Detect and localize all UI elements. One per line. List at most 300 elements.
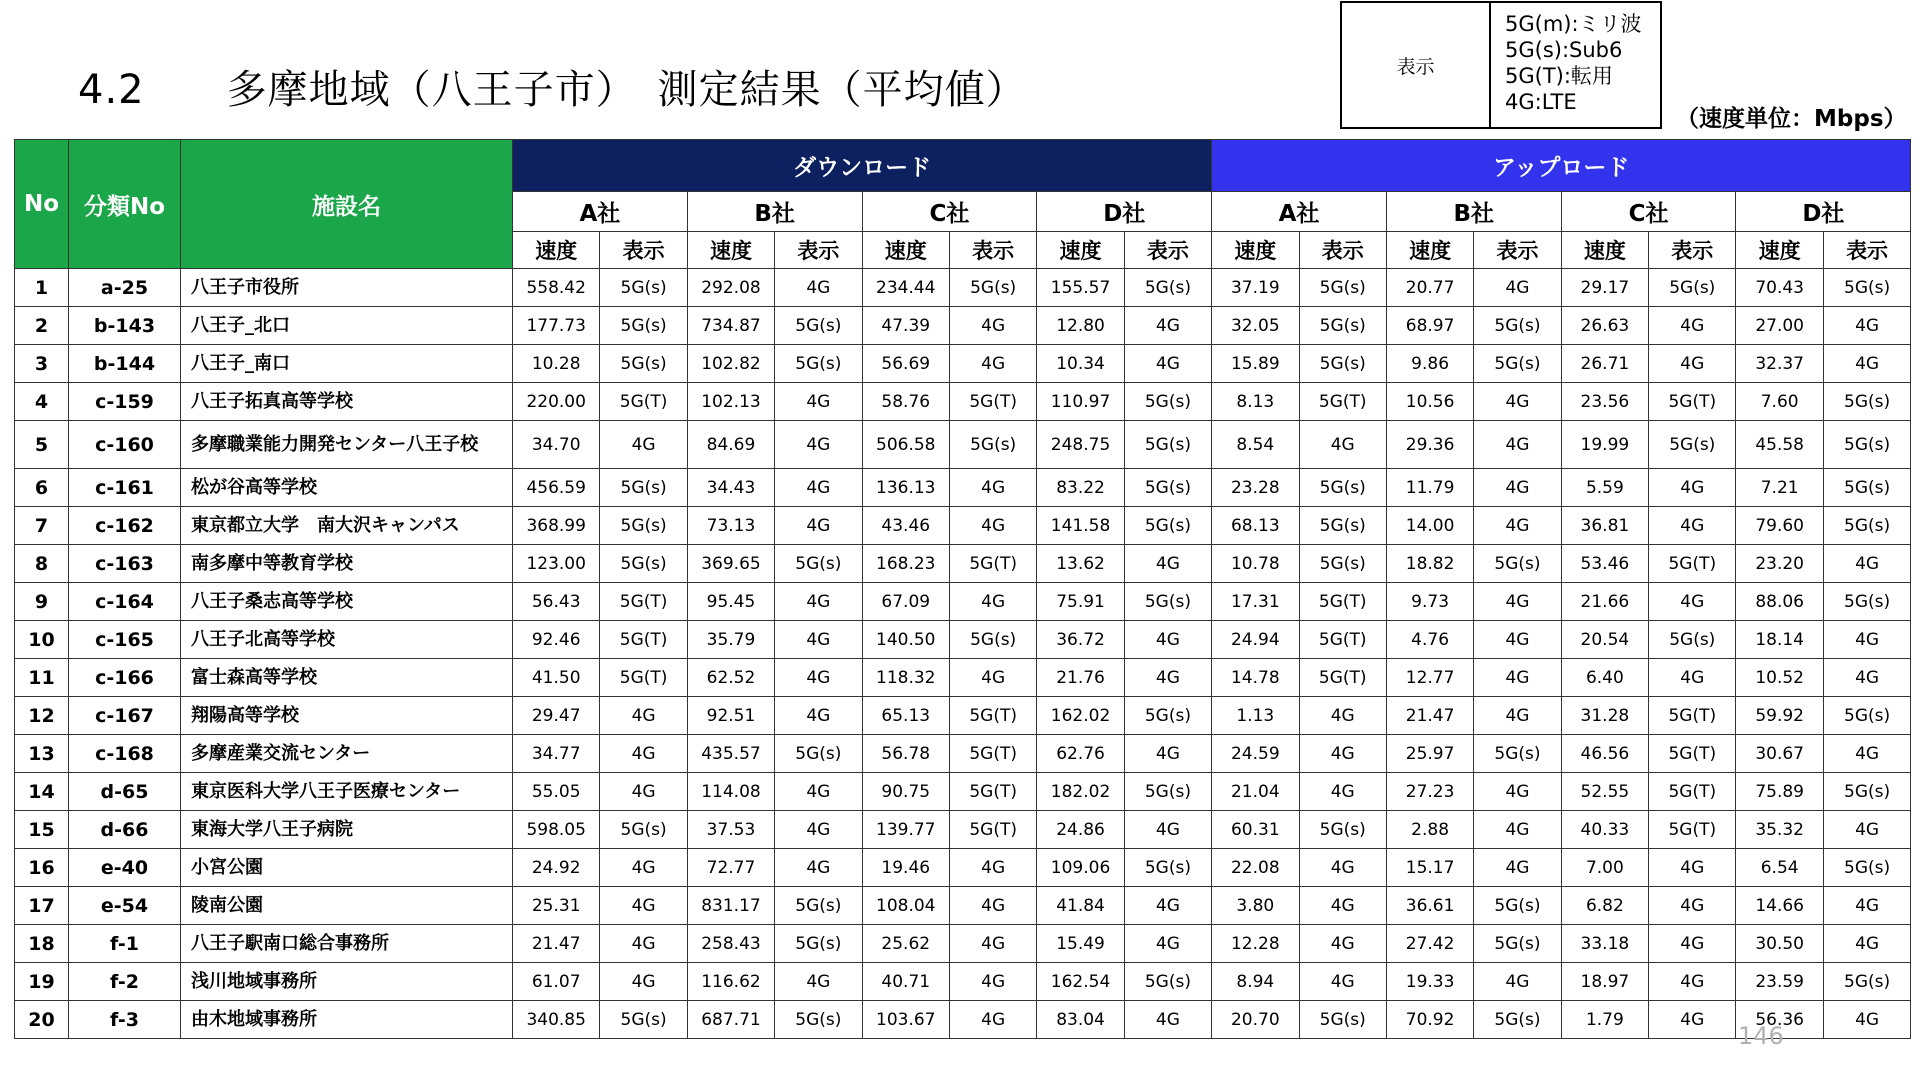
speed-cell: 162.02 (1037, 697, 1124, 735)
speed-cell: 10.52 (1736, 659, 1823, 697)
display-cell: 5G(s) (1124, 849, 1211, 887)
header-speed: 速度 (1037, 232, 1124, 269)
display-cell: 4G (1649, 1001, 1736, 1039)
speed-cell: 12.77 (1386, 659, 1473, 697)
speed-cell: 123.00 (513, 545, 600, 583)
header-company: B社 (687, 192, 862, 232)
speed-cell: 26.63 (1561, 307, 1648, 345)
header-speed: 速度 (1212, 232, 1299, 269)
speed-cell: 369.65 (687, 545, 774, 583)
table-row (15, 697, 1911, 735)
speed-cell: 14.66 (1736, 887, 1823, 925)
speed-cell: 27.23 (1386, 773, 1473, 811)
speed-cell: 34.43 (687, 469, 774, 507)
speed-cell: 9.73 (1386, 583, 1473, 621)
display-cell: 5G(s) (775, 887, 862, 925)
display-cell: 5G(T) (600, 383, 687, 421)
row-category: b-144 (69, 345, 181, 383)
table-row (15, 345, 1911, 383)
display-cell: 5G(s) (949, 269, 1036, 307)
header-company: A社 (513, 192, 688, 232)
row-no: 13 (15, 735, 69, 773)
display-cell: 5G(s) (600, 811, 687, 849)
display-cell: 5G(s) (775, 925, 862, 963)
speed-cell: 7.60 (1736, 383, 1823, 421)
display-cell: 5G(s) (1299, 469, 1386, 507)
display-cell: 4G (600, 697, 687, 735)
speed-cell: 19.33 (1386, 963, 1473, 1001)
speed-cell: 234.44 (862, 269, 949, 307)
speed-cell: 506.58 (862, 421, 949, 469)
speed-cell: 83.04 (1037, 1001, 1124, 1039)
row-no: 16 (15, 849, 69, 887)
row-no: 17 (15, 887, 69, 925)
speed-cell: 3.80 (1212, 887, 1299, 925)
display-cell: 5G(s) (1474, 307, 1561, 345)
table-row (15, 307, 1911, 345)
row-category: c-160 (69, 421, 181, 469)
display-cell: 4G (1474, 269, 1561, 307)
row-facility-name: 東京都立大学 南大沢キャンパス (181, 507, 513, 545)
display-cell: 4G (600, 421, 687, 469)
display-cell: 5G(s) (1823, 469, 1910, 507)
speed-cell: 56.78 (862, 735, 949, 773)
speed-cell: 139.77 (862, 811, 949, 849)
display-cell: 4G (600, 735, 687, 773)
display-cell: 4G (1823, 621, 1910, 659)
display-cell: 5G(s) (1474, 545, 1561, 583)
row-no: 15 (15, 811, 69, 849)
speed-cell: 72.77 (687, 849, 774, 887)
table-row (15, 383, 1911, 421)
table-row (15, 659, 1911, 697)
display-cell: 5G(T) (949, 383, 1036, 421)
speed-cell: 23.28 (1212, 469, 1299, 507)
speed-cell: 68.13 (1212, 507, 1299, 545)
speed-cell: 118.32 (862, 659, 949, 697)
row-category: c-159 (69, 383, 181, 421)
display-cell: 4G (949, 659, 1036, 697)
header-company: D社 (1736, 192, 1911, 232)
row-category: c-163 (69, 545, 181, 583)
speed-cell: 75.91 (1037, 583, 1124, 621)
display-cell: 5G(s) (1299, 307, 1386, 345)
display-cell: 4G (600, 887, 687, 925)
display-cell: 4G (1124, 811, 1211, 849)
display-cell: 5G(s) (600, 345, 687, 383)
display-cell: 5G(s) (1299, 811, 1386, 849)
speed-cell: 10.28 (513, 345, 600, 383)
header-company: C社 (1561, 192, 1736, 232)
display-cell: 4G (949, 849, 1036, 887)
row-facility-name: 東京医科大学八王子医療センター (181, 773, 513, 811)
speed-cell: 36.81 (1561, 507, 1648, 545)
display-cell: 4G (1299, 887, 1386, 925)
display-cell: 4G (1299, 925, 1386, 963)
table-row (15, 545, 1911, 583)
speed-cell: 9.86 (1386, 345, 1473, 383)
speed-cell: 30.67 (1736, 735, 1823, 773)
display-cell: 5G(s) (1474, 1001, 1561, 1039)
display-cell: 4G (1474, 583, 1561, 621)
display-cell: 5G(s) (600, 1001, 687, 1039)
speed-cell: 45.58 (1736, 421, 1823, 469)
speed-cell: 34.77 (513, 735, 600, 773)
speed-cell: 103.67 (862, 1001, 949, 1039)
legend-box (1340, 1, 1662, 129)
display-cell: 5G(T) (1649, 773, 1736, 811)
display-cell: 5G(s) (775, 345, 862, 383)
speed-cell: 4.76 (1386, 621, 1473, 659)
speed-cell: 75.89 (1736, 773, 1823, 811)
display-cell: 5G(T) (600, 621, 687, 659)
speed-cell: 73.13 (687, 507, 774, 545)
speed-cell: 6.40 (1561, 659, 1648, 697)
speed-cell: 21.47 (1386, 697, 1473, 735)
speed-cell: 8.13 (1212, 383, 1299, 421)
speed-cell: 32.05 (1212, 307, 1299, 345)
row-category: f-1 (69, 925, 181, 963)
display-cell: 5G(s) (1474, 735, 1561, 773)
header-speed: 速度 (513, 232, 600, 269)
display-cell: 5G(T) (1299, 659, 1386, 697)
display-cell: 4G (1124, 307, 1211, 345)
display-cell: 5G(T) (1649, 697, 1736, 735)
display-cell: 4G (1299, 735, 1386, 773)
speed-cell: 40.71 (862, 963, 949, 1001)
speed-cell: 24.94 (1212, 621, 1299, 659)
speed-cell: 21.47 (513, 925, 600, 963)
display-cell: 5G(s) (1649, 421, 1736, 469)
row-facility-name: 翔陽高等学校 (181, 697, 513, 735)
display-cell: 5G(s) (775, 545, 862, 583)
header-speed: 速度 (862, 232, 949, 269)
display-cell: 5G(T) (1299, 621, 1386, 659)
header-facility: 施設名 (181, 140, 513, 269)
table-row (15, 469, 1911, 507)
display-cell: 4G (1474, 383, 1561, 421)
display-cell: 4G (1823, 735, 1910, 773)
speed-cell: 19.46 (862, 849, 949, 887)
header-download: ダウンロード (513, 140, 1212, 192)
display-cell: 5G(s) (1124, 697, 1211, 735)
speed-cell: 162.54 (1037, 963, 1124, 1001)
display-cell: 4G (1649, 507, 1736, 545)
row-no: 9 (15, 583, 69, 621)
row-facility-name: 由木地域事務所 (181, 1001, 513, 1039)
speed-cell: 56.69 (862, 345, 949, 383)
table-row (15, 621, 1911, 659)
speed-cell: 22.08 (1212, 849, 1299, 887)
display-cell: 4G (600, 773, 687, 811)
display-cell: 4G (775, 773, 862, 811)
display-cell: 4G (775, 269, 862, 307)
speed-cell: 60.31 (1212, 811, 1299, 849)
row-facility-name: 南多摩中等教育学校 (181, 545, 513, 583)
row-facility-name: 松が谷高等学校 (181, 469, 513, 507)
header-display: 表示 (775, 232, 862, 269)
speed-cell: 14.78 (1212, 659, 1299, 697)
row-no: 6 (15, 469, 69, 507)
speed-cell: 109.06 (1037, 849, 1124, 887)
display-cell: 4G (1823, 345, 1910, 383)
speed-cell: 168.23 (862, 545, 949, 583)
speed-cell: 26.71 (1561, 345, 1648, 383)
speed-cell: 25.31 (513, 887, 600, 925)
header-display: 表示 (1823, 232, 1910, 269)
display-cell: 4G (1124, 621, 1211, 659)
display-cell: 4G (1124, 345, 1211, 383)
header-no: No (15, 140, 69, 269)
display-cell: 5G(s) (1124, 469, 1211, 507)
display-cell: 5G(s) (775, 307, 862, 345)
row-facility-name: 陵南公園 (181, 887, 513, 925)
display-cell: 5G(s) (1823, 849, 1910, 887)
speed-cell: 18.82 (1386, 545, 1473, 583)
display-cell: 5G(s) (1124, 421, 1211, 469)
display-cell: 4G (1823, 545, 1910, 583)
speed-cell: 33.18 (1561, 925, 1648, 963)
legend-line: 4G:LTE (1505, 90, 1577, 114)
row-facility-name: 多摩産業交流センター (181, 735, 513, 773)
speed-cell: 34.70 (513, 421, 600, 469)
display-cell: 4G (1474, 811, 1561, 849)
speed-cell: 456.59 (513, 469, 600, 507)
display-cell: 5G(s) (1299, 269, 1386, 307)
row-facility-name: 八王子桑志高等学校 (181, 583, 513, 621)
speed-cell: 61.07 (513, 963, 600, 1001)
display-cell: 5G(s) (1649, 621, 1736, 659)
display-cell: 4G (775, 697, 862, 735)
display-cell: 5G(s) (1299, 545, 1386, 583)
display-cell: 4G (1474, 469, 1561, 507)
row-no: 18 (15, 925, 69, 963)
row-category: c-162 (69, 507, 181, 545)
row-facility-name: 多摩職業能力開発センター八王子校 (181, 421, 513, 469)
display-cell: 5G(s) (600, 507, 687, 545)
row-no: 14 (15, 773, 69, 811)
display-cell: 4G (949, 925, 1036, 963)
table-row (15, 773, 1911, 811)
speed-cell: 368.99 (513, 507, 600, 545)
speed-cell: 41.50 (513, 659, 600, 697)
display-cell: 5G(T) (1649, 383, 1736, 421)
speed-cell: 40.33 (1561, 811, 1648, 849)
speed-cell: 182.02 (1037, 773, 1124, 811)
table-row (15, 963, 1911, 1001)
speed-cell: 70.92 (1386, 1001, 1473, 1039)
speed-cell: 110.97 (1037, 383, 1124, 421)
speed-cell: 10.56 (1386, 383, 1473, 421)
speed-cell: 248.75 (1037, 421, 1124, 469)
display-cell: 4G (1474, 773, 1561, 811)
speed-cell: 6.54 (1736, 849, 1823, 887)
speed-cell: 25.62 (862, 925, 949, 963)
table-body (15, 269, 1911, 1039)
speed-cell: 20.70 (1212, 1001, 1299, 1039)
speed-cell: 27.00 (1736, 307, 1823, 345)
display-cell: 4G (1299, 421, 1386, 469)
table-row (15, 849, 1911, 887)
display-cell: 5G(T) (1649, 735, 1736, 773)
row-category: f-3 (69, 1001, 181, 1039)
header-speed: 速度 (687, 232, 774, 269)
display-cell: 4G (775, 383, 862, 421)
row-facility-name: 八王子_北口 (181, 307, 513, 345)
display-cell: 4G (1474, 963, 1561, 1001)
display-cell: 5G(s) (775, 735, 862, 773)
table-row (15, 507, 1911, 545)
speed-cell: 141.58 (1037, 507, 1124, 545)
display-cell: 4G (600, 849, 687, 887)
display-cell: 4G (949, 963, 1036, 1001)
row-facility-name: 小宮公園 (181, 849, 513, 887)
speed-cell: 15.49 (1037, 925, 1124, 963)
speed-cell: 29.17 (1561, 269, 1648, 307)
speed-cell: 53.46 (1561, 545, 1648, 583)
display-cell: 5G(T) (1649, 545, 1736, 583)
speed-cell: 27.42 (1386, 925, 1473, 963)
speed-cell: 7.21 (1736, 469, 1823, 507)
speed-cell: 32.37 (1736, 345, 1823, 383)
legend-line: 5G(T):転用 (1505, 64, 1613, 88)
speed-cell: 687.71 (687, 1001, 774, 1039)
row-no: 12 (15, 697, 69, 735)
header-speed: 速度 (1561, 232, 1648, 269)
display-cell: 4G (1823, 925, 1910, 963)
speed-cell: 95.45 (687, 583, 774, 621)
speed-cell: 116.62 (687, 963, 774, 1001)
speed-cell: 2.88 (1386, 811, 1473, 849)
header-speed: 速度 (1736, 232, 1823, 269)
display-cell: 4G (1124, 545, 1211, 583)
display-cell: 4G (1299, 697, 1386, 735)
row-no: 1 (15, 269, 69, 307)
header-company: C社 (862, 192, 1037, 232)
speed-cell: 102.82 (687, 345, 774, 383)
display-cell: 4G (1649, 659, 1736, 697)
speed-cell: 21.04 (1212, 773, 1299, 811)
speed-cell: 598.05 (513, 811, 600, 849)
display-cell: 4G (600, 925, 687, 963)
speed-cell: 17.31 (1212, 583, 1299, 621)
row-category: c-167 (69, 697, 181, 735)
display-cell: 5G(s) (600, 307, 687, 345)
speed-cell: 37.19 (1212, 269, 1299, 307)
display-cell: 5G(s) (1649, 269, 1736, 307)
speed-cell: 12.80 (1037, 307, 1124, 345)
display-cell: 5G(s) (1299, 1001, 1386, 1039)
speed-cell: 29.36 (1386, 421, 1473, 469)
row-category: b-143 (69, 307, 181, 345)
display-cell: 4G (1474, 421, 1561, 469)
table-row (15, 925, 1911, 963)
speed-cell: 37.53 (687, 811, 774, 849)
results-table (14, 139, 1911, 1039)
display-cell: 4G (949, 507, 1036, 545)
display-cell: 5G(s) (1124, 583, 1211, 621)
speed-cell: 1.13 (1212, 697, 1299, 735)
header-display: 表示 (1474, 232, 1561, 269)
speed-cell: 56.36 (1736, 1001, 1823, 1039)
display-cell: 4G (1124, 925, 1211, 963)
display-cell: 4G (1649, 963, 1736, 1001)
display-cell: 5G(T) (949, 735, 1036, 773)
row-facility-name: 八王子駅南口総合事務所 (181, 925, 513, 963)
row-no: 8 (15, 545, 69, 583)
speed-cell: 6.82 (1561, 887, 1648, 925)
speed-cell: 41.84 (1037, 887, 1124, 925)
speed-cell: 29.47 (513, 697, 600, 735)
display-cell: 5G(s) (1823, 963, 1910, 1001)
speed-cell: 35.32 (1736, 811, 1823, 849)
display-cell: 4G (775, 421, 862, 469)
display-cell: 5G(s) (1124, 383, 1211, 421)
row-no: 4 (15, 383, 69, 421)
display-cell: 5G(s) (1823, 583, 1910, 621)
display-cell: 4G (775, 849, 862, 887)
display-cell: 4G (1649, 307, 1736, 345)
speed-cell: 36.72 (1037, 621, 1124, 659)
legend-line: 5G(s):Sub6 (1505, 38, 1623, 62)
speed-cell: 13.62 (1037, 545, 1124, 583)
display-cell: 4G (775, 621, 862, 659)
display-cell: 5G(T) (1299, 383, 1386, 421)
display-cell: 4G (1649, 849, 1736, 887)
speed-cell: 340.85 (513, 1001, 600, 1039)
speed-cell: 79.60 (1736, 507, 1823, 545)
speed-cell: 15.17 (1386, 849, 1473, 887)
display-cell: 5G(s) (949, 621, 1036, 659)
display-cell: 4G (1299, 849, 1386, 887)
header-upload: アップロード (1212, 140, 1911, 192)
speed-cell: 108.04 (862, 887, 949, 925)
display-cell: 4G (1649, 345, 1736, 383)
speed-cell: 90.75 (862, 773, 949, 811)
header-speed: 速度 (1386, 232, 1473, 269)
speed-cell: 831.17 (687, 887, 774, 925)
row-category: c-161 (69, 469, 181, 507)
display-cell: 4G (949, 345, 1036, 383)
speed-cell: 92.51 (687, 697, 774, 735)
header-display: 表示 (1649, 232, 1736, 269)
speed-cell: 46.56 (1561, 735, 1648, 773)
row-no: 7 (15, 507, 69, 545)
display-cell: 4G (1474, 621, 1561, 659)
row-facility-name: 八王子北高等学校 (181, 621, 513, 659)
speed-cell: 24.86 (1037, 811, 1124, 849)
row-category: c-165 (69, 621, 181, 659)
speed-cell: 36.61 (1386, 887, 1473, 925)
display-cell: 5G(s) (1474, 887, 1561, 925)
speed-cell: 10.34 (1037, 345, 1124, 383)
row-category: d-66 (69, 811, 181, 849)
display-cell: 5G(T) (949, 697, 1036, 735)
speed-cell: 47.39 (862, 307, 949, 345)
row-no: 5 (15, 421, 69, 469)
display-cell: 5G(s) (1474, 345, 1561, 383)
row-no: 3 (15, 345, 69, 383)
speed-cell: 19.99 (1561, 421, 1648, 469)
speed-cell: 20.54 (1561, 621, 1648, 659)
speed-cell: 114.08 (687, 773, 774, 811)
header-company: A社 (1212, 192, 1387, 232)
header-display: 表示 (600, 232, 687, 269)
page-title: 4.2 多摩地域（八王子市） 測定結果（平均値） (78, 67, 1027, 113)
speed-cell: 292.08 (687, 269, 774, 307)
row-facility-name: 富士森高等学校 (181, 659, 513, 697)
speed-cell: 58.76 (862, 383, 949, 421)
